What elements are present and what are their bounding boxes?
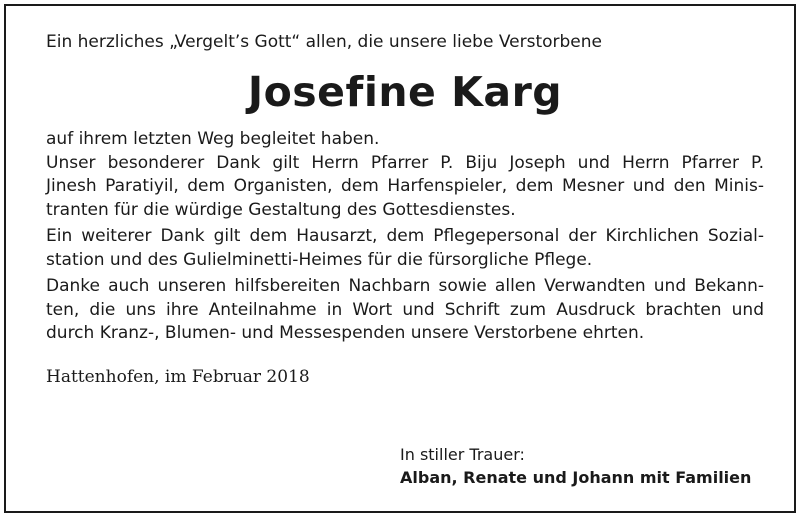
intro-line: Ein herzliches „Vergelt’s Gott“ allen, die unsere liebe Verstorbene	[46, 32, 602, 52]
text-line: ten, die uns ihre Anteilnahme in Wort und Schrift zum Ausdruck brachten und	[46, 299, 764, 320]
paragraph-thanks-care	[46, 225, 764, 272]
signature-label: In stiller Trauer:	[400, 445, 525, 464]
deceased-name: Josefine Karg	[247, 68, 563, 116]
text-line: tranten für die würdige Gestaltung des Gottesdienstes.	[46, 199, 516, 220]
text-line: auf ihrem letzten Weg begleitet haben.	[46, 129, 380, 149]
notice-frame	[4, 4, 796, 513]
paragraph-thanks-clergy	[46, 152, 764, 223]
text-line: station und des Gulielminetti-Heimes für die fürsorgliche Pflege.	[46, 249, 593, 270]
text-line: Ein weiterer Dank gilt dem Hausarzt, dem Pflegepersonal der Kirchlichen Sozial-	[46, 226, 764, 246]
text-line: Danke auch unseren hilfsbereiten Nachbarn sowie allen Verwandten und Bekann-	[46, 276, 764, 296]
signature-names: Alban, Renate und Johann mit Familien	[400, 468, 752, 487]
text-line: Jinesh Paratiyil, dem Organisten, dem Harfenspieler, dem Mesner und den Minis-	[46, 176, 764, 196]
place-and-date: Hattenhofen, im Februar 2018	[46, 366, 310, 387]
paragraph-thanks-neighbors	[46, 275, 764, 346]
text-line: durch Kranz-, Blumen- und Messespenden unsere Verstorbene ehrten.	[46, 323, 645, 343]
signature-block	[400, 444, 751, 490]
notice-content	[46, 30, 764, 389]
paragraph-intro	[46, 128, 764, 152]
text-line: Unser besonderer Dank gilt Herrn Pfarrer P. Biju Joseph und Herrn Pfarrer P.	[46, 152, 764, 173]
